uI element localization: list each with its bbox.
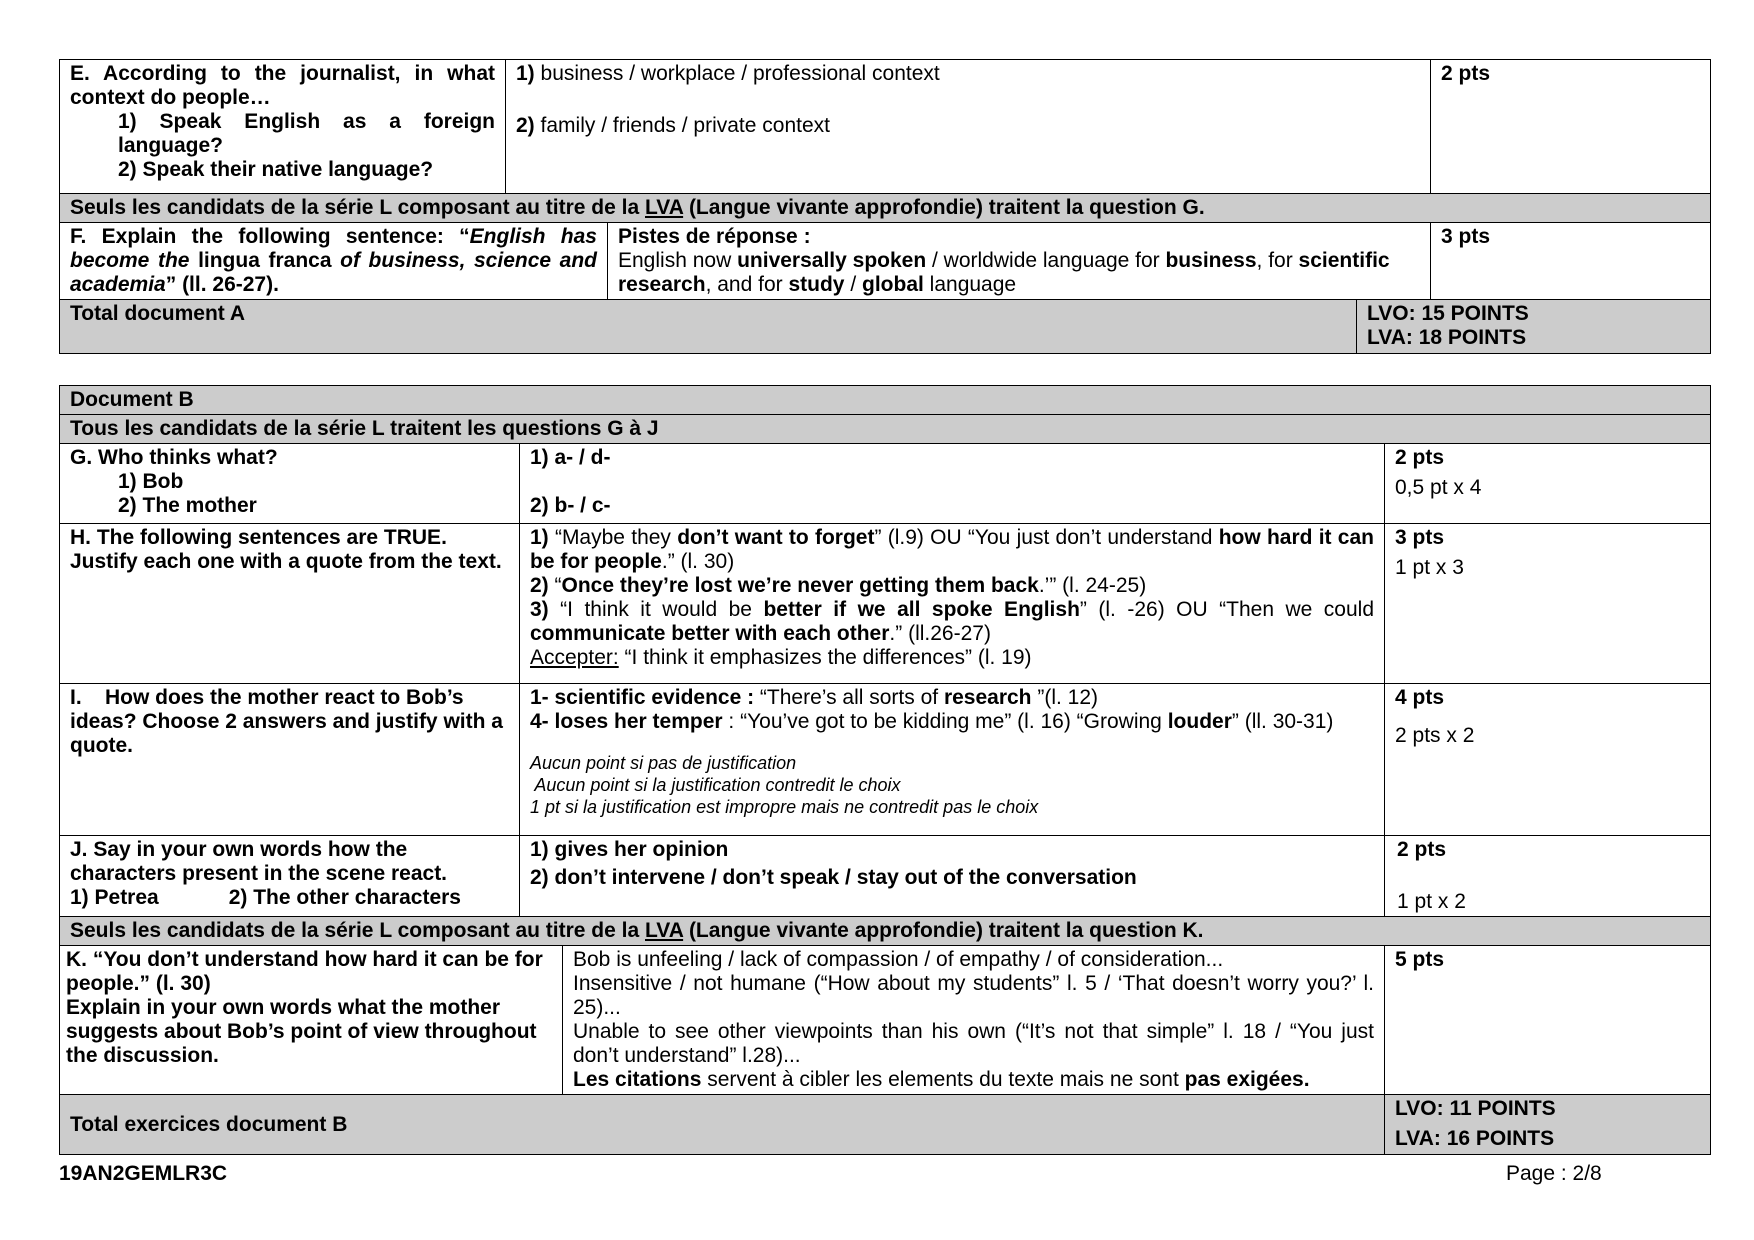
question-h-row [60,524,1711,684]
grading-note-1: Aucun point si pas de justification [530,753,797,773]
total-b-lvo: LVO: 11 POINTS [1395,1097,1556,1120]
document-b-intro-row [60,415,1711,444]
points-j-detail: 1 pt x 2 [1397,890,1466,913]
document-a-table [59,59,1711,354]
question-f-row [60,223,1711,300]
question-g-sub2: 2) The mother [118,494,257,517]
points-f: 3 pts [1431,223,1711,300]
question-i-cell [60,684,520,836]
answer-e-2: family / friends / private context [534,114,830,137]
answer-j-cell [520,836,1385,917]
question-g-row [60,444,1711,524]
question-j-row [60,836,1711,917]
answer-i-1: 1- scientific evidence : “There’s all sorts of research ”(l. 12) [530,686,1099,709]
total-a-points [1357,300,1711,354]
question-e-row [60,60,1711,194]
answer-k-2: Insensitive / not humane (“How about my students” l. 5 / ‘That doesn’t worry you?’ l. 25)... [573,972,1374,1019]
answer-e-1: business / workplace / professional context [534,62,940,85]
question-g-cell [60,444,520,524]
question-k-text: Explain in your own words what the mother suggests about Bob’s point of view throughout the discussion. [66,996,537,1067]
total-b-label: Total exercices document B [60,1095,1385,1155]
page-number: Page : 2/8 [1506,1162,1602,1185]
total-b-points [1385,1095,1711,1155]
points-h-detail: 1 pt x 3 [1395,556,1464,579]
question-g-sub1: 1) Bob [118,470,184,493]
points-g: 2 pts [1395,446,1445,469]
answer-g-1: 1) a- / d- [530,446,611,469]
question-j-text: J. Say in your own words how the characters present in the scene react. [70,838,448,885]
question-k-cell [60,946,563,1095]
answer-h-cell [520,524,1385,684]
question-j-characters: 1) Petrea 2) The other characters [70,886,461,909]
answer-j-1: 1) gives her opinion [530,838,729,861]
answer-e-cell [506,60,1431,194]
question-f-cell: F. Explain the following sentence: “English has become the lingua franca of business, science and academia” (ll. 26-27). [60,223,608,300]
question-j-cell [60,836,520,917]
points-g-cell [1385,444,1711,524]
question-k-quote: K. “You don’t understand how hard it can be for people.” (l. 30) [66,948,543,995]
answer-f-text: English now universally spoken / worldwide language for business, for scientific research, and for study / global language [618,249,1390,296]
points-e: 2 pts [1431,60,1711,194]
total-a-lvo: LVO: 15 POINTS [1367,302,1529,325]
answer-j-2: 2) don’t intervene / don’t speak / stay out of the conversation [530,866,1137,889]
question-e-sub2: 2) Speak their native language? [118,158,434,181]
answer-i-cell [520,684,1385,836]
answer-h-1: 1) “Maybe they don’t want to forget” (l.9) OU “You just don’t understand how hard it can be for people.” (l. 30) [530,526,1374,573]
lva-note-row [60,194,1711,223]
answer-h-2: 2) “Once they’re lost we’re never getting them back.’” (l. 24-25) [530,574,1147,597]
answer-k-3: Unable to see other viewpoints than his own (“It’s not that simple” l. 18 / “You just don’t understand” l.28)... [573,1020,1374,1067]
grading-note-2: Aucun point si la justification contredit le choix [530,775,901,795]
question-e-cell [60,60,506,194]
points-g-detail: 0,5 pt x 4 [1395,476,1482,499]
total-b-row [60,1095,1711,1155]
points-h-cell [1385,524,1711,684]
total-a-row [60,300,1711,354]
question-e-text: E. According to the journalist, in what context do people… [70,62,495,109]
answer-e-num2: 2) [516,114,535,137]
document-b-title-row [60,386,1711,415]
answer-g-2: 2) b- / c- [530,494,611,517]
question-i-text: How does the mother react to Bob’s ideas? Choose 2 answers and justify with a quote. [70,686,503,757]
question-i-row [60,684,1711,836]
document-code: 19AN2GEMLR3C [59,1162,228,1185]
points-i: 4 pts [1395,686,1445,709]
answer-h-3: 3) “I think it would be better if we all spoke English” (l. -26) OU “Then we could communicate better with each other.” (ll.26-27) [530,598,1374,645]
question-e-sub1: 1) Speak English as a foreign language? [118,110,495,157]
answer-i-2: 4- loses her temper : “You’ve got to be kidding me” (l. 16) “Growing louder” (ll. 30-31) [530,710,1334,733]
answer-h-accepter: Accepter: “I think it emphasizes the differences” (l. 19) [530,646,1032,669]
answer-k-4: Les citations servent à cibler les elements du texte mais ne sont pas exigées. [573,1068,1310,1091]
grading-note-3: 1 pt si la justification est impropre mais ne contredit pas le choix [530,797,1039,817]
document-b-table [59,385,1711,1155]
answer-e-num1: 1) [516,62,535,85]
total-a-lva: LVA: 18 POINTS [1367,326,1527,349]
answer-k-cell [563,946,1385,1095]
lva-note-k: Seuls les candidats de la série L composant au titre de la LVA (Langue vivante approfondie) traitent la question K. [60,917,1711,946]
points-k: 5 pts [1385,946,1711,1095]
total-a-label: Total document A [60,300,1357,354]
answer-g-cell [520,444,1385,524]
answer-f-cell [608,223,1431,300]
document-b-title: Document B [60,386,1711,415]
document-b-intro: Tous les candidats de la série L traitent les questions G à J [60,415,1711,444]
answer-k-1: Bob is unfeeling / lack of compassion / of empathy / of consideration... [573,948,1224,971]
points-i-cell [1385,684,1711,836]
lva-note-k-row [60,917,1711,946]
lva-note-g: Seuls les candidats de la série L composant au titre de la LVA (Langue vivante approfondie) traitent la question G. [60,194,1711,223]
points-j-cell [1385,836,1711,917]
points-j: 2 pts [1397,838,1447,861]
total-b-lva: LVA: 16 POINTS [1395,1127,1555,1150]
pistes-label: Pistes de réponse : [618,225,811,248]
points-i-detail: 2 pts x 2 [1395,724,1475,747]
points-h: 3 pts [1395,526,1445,549]
question-g-text: G. Who thinks what? [70,446,278,469]
question-k-row [60,946,1711,1095]
question-i-num: I. [70,686,82,709]
question-h-cell: H. The following sentences are TRUE. Justify each one with a quote from the text. [60,524,520,684]
